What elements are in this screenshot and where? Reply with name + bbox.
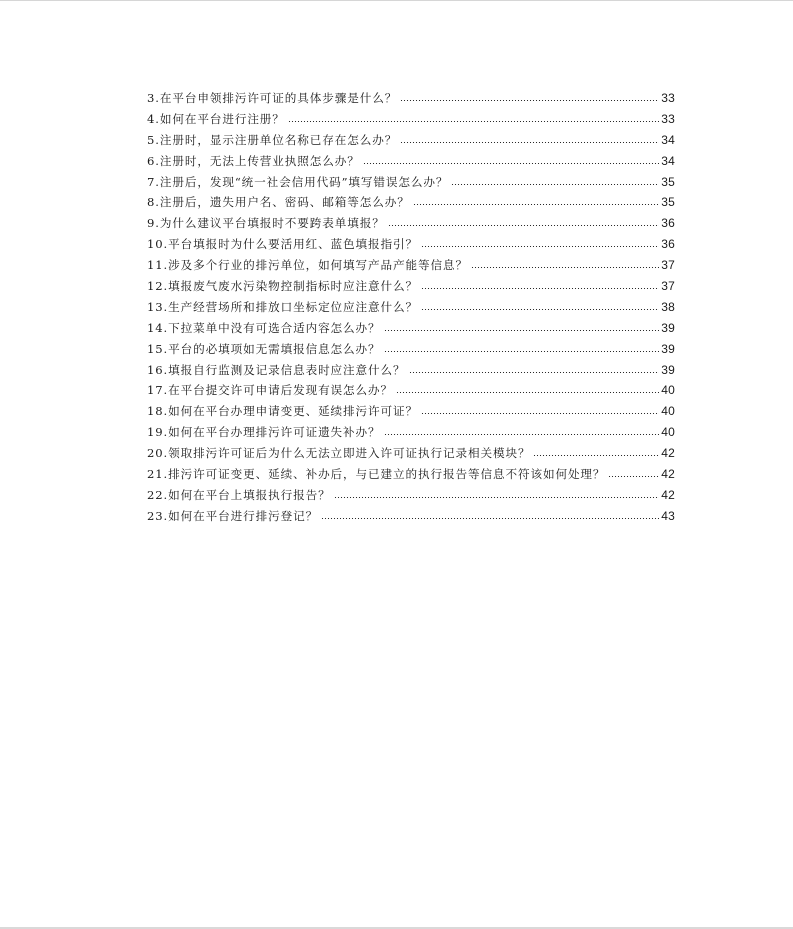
toc-page-number: 35 [661,174,675,189]
toc-entry[interactable] [147,192,675,213]
toc-entry[interactable] [147,360,675,381]
toc-page-number: 39 [661,341,675,356]
toc-dot-leader [400,100,659,101]
toc-entry-title: 6.注册时，无法上传营业执照怎么办？ [147,153,360,168]
toc-page-number: 40 [661,425,675,440]
toc-dot-leader [384,434,660,435]
toc-entry-title: 20.领取排污许可证后为什么无法立即进入许可证执行记录相关模块？ [147,446,531,461]
toc-entry-title: 7.注册后，发现“统一社会信用代码”填写错误怎么办？ [147,174,449,189]
toc-entry[interactable] [147,109,675,130]
toc-dot-leader [413,204,660,205]
toc-page-number: 40 [661,404,675,419]
toc-entry-title: 19.如何在平台办理排污许可证遗失补办？ [147,425,381,440]
toc-page-number: 38 [661,299,675,314]
toc-dot-leader [471,267,659,268]
toc-entry-title: 22.如何在平台上填报执行报告？ [147,487,331,502]
toc-dot-leader [409,372,660,373]
toc-dot-leader [400,142,659,143]
toc-dot-leader [396,392,659,393]
toc-page-number: 39 [661,320,675,335]
toc-dot-leader [384,351,660,352]
toc-page-number: 40 [661,383,675,398]
toc-entry[interactable] [147,130,675,151]
page-top-border [0,0,793,1]
toc-dot-leader [321,518,659,519]
toc-entry[interactable] [147,422,675,443]
toc-dot-leader [388,225,659,226]
toc-dot-leader [384,330,660,331]
toc-entry[interactable] [147,88,675,109]
toc-entry[interactable] [147,276,675,297]
toc-entry-title: 12.填报废气废水污染物控制指标时应注意什么？ [147,279,419,294]
toc-page-number: 42 [661,487,675,502]
toc-dot-leader [421,246,659,247]
toc-page-number: 43 [661,508,675,523]
toc-page-number: 39 [661,362,675,377]
toc-entry-title: 4.如何在平台进行注册？ [147,111,285,126]
toc-entry[interactable] [147,213,675,234]
toc-entry[interactable] [147,172,675,193]
toc-entry-title: 5.注册时，显示注册单位名称已存在怎么办？ [147,132,398,147]
toc-dot-leader [363,163,659,164]
toc-dot-leader [421,309,659,310]
toc-page-number: 36 [661,237,675,252]
toc-entry-title: 9.为什么建议平台填报时不要跨表单填报？ [147,216,385,231]
toc-page-number: 37 [661,258,675,273]
toc-page-number: 42 [661,446,675,461]
toc-entry-title: 23.如何在平台进行排污登记？ [147,508,319,523]
toc-dot-leader [451,184,659,185]
toc-entry[interactable] [147,506,675,527]
toc-entry-title: 8.注册后，遗失用户名、密码、邮箱等怎么办？ [147,195,410,210]
toc-dot-leader [288,121,659,122]
table-of-contents [147,88,675,527]
toc-entry-title: 14.下拉菜单中没有可选合适内容怎么办？ [147,320,381,335]
toc-dot-leader [421,413,659,414]
toc-entry[interactable] [147,151,675,172]
toc-page-number: 37 [661,279,675,294]
toc-entry[interactable] [147,401,675,422]
toc-dot-leader [608,476,659,477]
toc-entry-title: 3.在平台申领排污许可证的具体步骤是什么？ [147,91,398,105]
toc-entry-title: 21.排污许可证变更、延续、补办后，与已建立的执行报告等信息不符该如何处理？ [147,467,606,482]
toc-entry[interactable] [147,443,675,464]
toc-page-number: 35 [661,195,675,210]
toc-dot-leader [334,497,660,498]
toc-page-number: 34 [661,132,675,147]
toc-entry[interactable] [147,380,675,401]
toc-dot-leader [533,455,659,456]
toc-entry[interactable] [147,485,675,506]
toc-entry[interactable] [147,255,675,276]
toc-entry-title: 16.填报自行监测及记录信息表时应注意什么？ [147,362,406,377]
toc-entry[interactable] [147,464,675,485]
toc-entry[interactable] [147,297,675,318]
toc-page-number: 36 [661,216,675,231]
toc-entry-title: 17.在平台提交许可申请后发现有误怎么办？ [147,383,394,398]
toc-entry[interactable] [147,318,675,339]
toc-entry[interactable] [147,234,675,255]
toc-entry[interactable] [147,339,675,360]
toc-entry-title: 15.平台的必填项如无需填报信息怎么办？ [147,341,381,356]
toc-page-number: 33 [661,111,675,126]
toc-entry-title: 18.如何在平台办理申请变更、延续排污许可证？ [147,404,419,419]
toc-entry-title: 11.涉及多个行业的排污单位，如何填写产品产能等信息？ [147,258,468,273]
toc-page-number: 34 [661,153,675,168]
toc-page-number: 33 [661,91,675,105]
toc-entry-title: 10.平台填报时为什么要活用红、蓝色填报指引？ [147,237,419,252]
toc-page-number: 42 [661,467,675,482]
toc-entry-title: 13.生产经营场所和排放口坐标定位应注意什么？ [147,299,419,314]
toc-dot-leader [421,288,659,289]
